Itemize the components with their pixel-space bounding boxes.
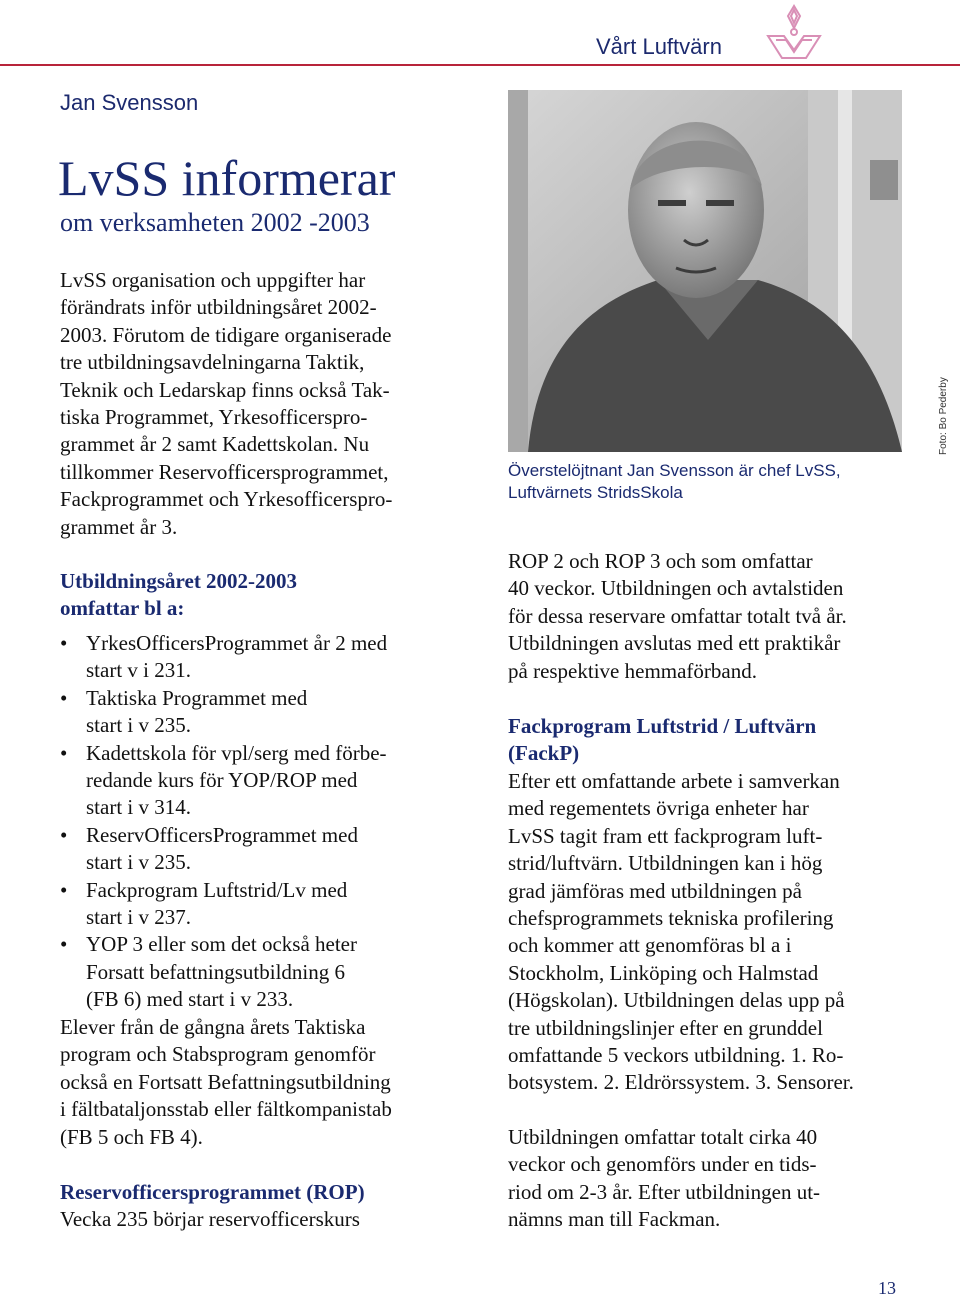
paragraph-line: Vecka 235 börjar reservofficerskurs <box>60 1207 360 1231</box>
bullet-icon: • <box>60 740 68 765</box>
list-item <box>60 877 450 932</box>
photo-credit: Foto: Bo Pederby <box>938 377 949 455</box>
article-subtitle: om verksamheten 2002 -2003 <box>60 208 370 237</box>
article-title: LvSS informerar <box>58 150 396 206</box>
list-item-line: YrkesOfficersProgrammet år 2 med <box>86 631 388 655</box>
paragraph-line: Utbildningen avslutas med ett praktikår <box>508 631 841 656</box>
heading-line: Fackprogram Luftstrid / Luftvärn <box>508 714 817 738</box>
paragraph-line: (FB 5 och FB 4). <box>60 1124 203 1149</box>
paragraph-line: ROP 2 och ROP 3 och som omfattar <box>508 549 813 573</box>
paragraph-line: i fältbataljonsstab eller fältkompanistab <box>60 1097 392 1122</box>
author-name: Jan Svensson <box>60 90 199 115</box>
intro-line: tre utbildningsavdelningarna Taktik, <box>60 350 365 375</box>
portrait-photo <box>508 90 902 452</box>
list-item <box>60 740 450 822</box>
paragraph-line: nämns man till Fackman. <box>508 1207 721 1232</box>
list-item-line: YOP 3 eller som det också heter <box>86 932 357 957</box>
list-item <box>60 931 450 1013</box>
header-rule <box>0 64 960 66</box>
paragraph-line: för dessa reservare omfattar totalt två år. <box>508 603 847 628</box>
page-number: 13 <box>878 1278 896 1298</box>
caption-line: Luftvärnets StridsSkola <box>508 483 683 502</box>
bullet-icon: • <box>60 932 68 957</box>
list-item <box>60 822 450 877</box>
intro-line: Teknik och Ledarskap finns också Tak- <box>60 377 390 402</box>
intro-paragraph <box>60 267 450 541</box>
section-heading-fackprogram <box>508 713 908 768</box>
paragraph-line: också en Fortsatt Befattningsutbildning <box>60 1069 391 1094</box>
rop-paragraph <box>60 1206 450 1233</box>
training-program-list <box>60 630 450 1014</box>
paragraph-line: med regementets övriga enheter har <box>508 796 809 821</box>
paragraph-line: Elever från de gångna årets Taktiska <box>60 1015 366 1039</box>
paragraph-line: riod om 2-3 år. Efter utbildningen ut- <box>508 1179 821 1204</box>
photo-caption <box>508 460 908 504</box>
paragraph-line: på respektive hemmaförband. <box>508 658 757 683</box>
paragraph-line: grad jämföras med utbildningen på <box>508 878 802 903</box>
intro-line: 2003. Förutom de tidigare organiserade <box>60 322 392 347</box>
intro-line: Fackprogrammet och Yrkesofficerspro- <box>60 487 393 512</box>
paragraph-line: 40 veckor. Utbildningen och avtalstiden <box>508 576 844 601</box>
list-item <box>60 630 450 685</box>
air-defence-emblem-icon <box>762 2 826 64</box>
intro-line: LvSS organisation och uppgifter har <box>60 268 366 292</box>
intro-line: förändrats inför utbildningsåret 2002- <box>60 295 377 320</box>
paragraph-line: tre utbildningslinjer efter en grunddel <box>508 1015 823 1040</box>
intro-line: grammet år 3. <box>60 514 178 539</box>
paragraph-line: omfattande 5 veckors utbildning. 1. Ro- <box>508 1043 844 1068</box>
list-item-line: start v i 231. <box>86 658 191 683</box>
paragraph-line: (Högskolan). Utbildningen delas upp på <box>508 988 845 1013</box>
heading-line: (FackP) <box>508 741 580 766</box>
section-heading-training-year <box>60 568 450 623</box>
list-item-line: Kadettskola för vpl/serg med förbe- <box>86 740 387 765</box>
fackman-paragraph <box>508 1124 908 1234</box>
paragraph-line: botsystem. 2. Eldrörssystem. 3. Sensorer. <box>508 1070 854 1095</box>
list-item-line: start i v 235. <box>86 713 191 738</box>
rop-duration-paragraph <box>508 548 908 685</box>
intro-line: grammet år 2 samt Kadettskolan. Nu <box>60 432 370 457</box>
list-item-line: start i v 235. <box>86 850 191 875</box>
list-item <box>60 685 450 740</box>
list-item-line: ReservOfficersProgrammet med <box>86 822 358 847</box>
portrait-image <box>508 90 902 452</box>
bullet-icon: • <box>60 822 68 847</box>
publication-title: Vårt Luftvärn <box>596 34 722 59</box>
paragraph-line: och kommer att genomföras bl a i <box>508 933 792 958</box>
intro-line: tillkommer Reservofficersprogrammet, <box>60 459 389 484</box>
list-item-line: (FB 6) med start i v 233. <box>86 987 294 1012</box>
paragraph-line: chefsprogrammets tekniska profilering <box>508 906 834 931</box>
list-item-line: Fackprogram Luftstrid/Lv med <box>86 877 348 902</box>
list-item-line: Taktiska Programmet med <box>86 685 308 710</box>
list-item-line: start i v 314. <box>86 795 191 820</box>
list-item-line: Forsatt befattningsutbildning 6 <box>86 959 345 984</box>
intro-line: tiska Programmet, Yrkesofficerspro- <box>60 405 368 430</box>
heading-line: omfattar bl a: <box>60 596 185 621</box>
paragraph-line: Utbildningen omfattar totalt cirka 40 <box>508 1125 818 1149</box>
section-heading-rop: Reservofficersprogrammet (ROP) <box>60 1180 365 1204</box>
bullet-icon: • <box>60 685 68 710</box>
bullet-icon: • <box>60 877 68 902</box>
heading-line: Utbildningsåret 2002-2003 <box>60 569 298 593</box>
paragraph-line: program och Stabsprogram genomför <box>60 1042 376 1067</box>
paragraph-line: Stockholm, Linköping och Halmstad <box>508 960 819 985</box>
paragraph-line: LvSS tagit fram ett fackprogram luft- <box>508 823 823 848</box>
fackprogram-paragraph <box>508 768 908 1097</box>
list-item-line: start i v 237. <box>86 905 191 930</box>
paragraph-line: veckor och genomförs under en tids- <box>508 1152 817 1177</box>
paragraph-line: Efter ett omfattande arbete i samverkan <box>508 769 840 793</box>
students-paragraph <box>60 1014 450 1151</box>
bullet-icon: • <box>60 631 68 655</box>
list-item-line: redande kurs för YOP/ROP med <box>86 768 358 793</box>
caption-line: Överstelöjtnant Jan Svensson är chef LvSS, <box>508 461 841 480</box>
paragraph-line: strid/luftvärn. Utbildningen kan i hög <box>508 851 823 876</box>
